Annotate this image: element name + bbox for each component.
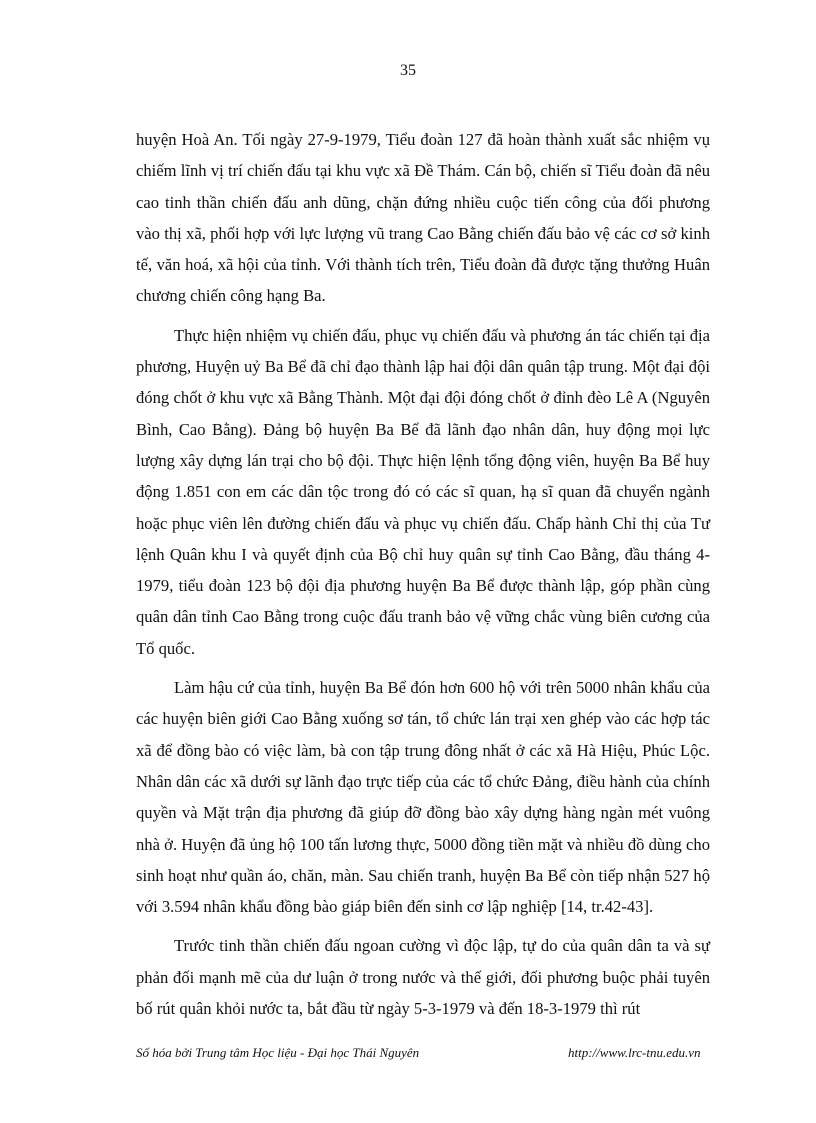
page-number: 35 [400,62,416,79]
footer-source-text: Số hóa bởi Trung tâm Học liệu - Đại học Thái Nguyên [136,1045,420,1060]
paragraph-1: huyện Hoà An. Tối ngày 27-9-1979, Tiểu đoàn 127 đã hoàn thành xuất sắc nhiệm vụ chiếm lĩnh vị trí chiến đấu tại khu vực xã Đề Thám. Cán bộ, chiến sĩ Tiểu đoàn đã nêu cao tinh thần chiến đấu anh dũng, chặn đứng nhiều cuộc tiến công của đối phương vào thị xã, phối hợp với lực lượng vũ trang Cao Bằng chiến đấu bảo vệ các cơ sở kinh tế, văn hoá, xã hội của tỉnh. Với thành tích trên, Tiểu đoàn đã được tặng thưởng Huân chương chiến công hạng Ba. [136,130,710,306]
paragraph-3: Làm hậu cứ của tỉnh, huyện Ba Bể đón hơn 600 hộ với trên 5000 nhân khẩu của các huyện biên giới Cao Bằng xuống sơ tán, tổ chức lán trại xen ghép vào các hợp tác xã để đồng bào có việc làm, bà con tập trung đông nhất ở các xã Hà Hiệu, Phúc Lộc. Nhân dân các xã dưới sự lãnh đạo trực tiếp của các tổ chức Đảng, điều hành của chính quyền và Mặt trận địa phương đã giúp đỡ đồng bào xây dựng hàng ngàn mét vuông nhà ở. Huyện đã ủng hộ 100 tấn lương thực, 5000 đồng tiền mặt và nhiều đồ dùng cho sinh hoạt như quần áo, chăn, màn. Sau chiến tranh, huyện Ba Bể còn tiếp nhận 527 hộ với 3.594 nhân khẩu đồng bào giáp biên đến sinh cơ lập nghiệp [14, tr.42-43]. [136,678,710,917]
paragraph-4: Trước tinh thần chiến đấu ngoan cường vì độc lập, tự do của quân dân ta và sự phản đối mạnh mẽ của dư luận ở trong nước và thế giới, đối phương buộc phải tuyên bố rút quân khỏi nước ta, bắt đầu từ ngày 5-3-1979 và đến 18-3-1979 thì rút [136,936,710,1019]
body-text [136,124,710,1032]
footer-url[interactable]: http://www.lrc-tnu.edu.vn [568,1045,701,1060]
paragraph-2: Thực hiện nhiệm vụ chiến đấu, phục vụ chiến đấu và phương án tác chiến tại địa phương, Huyện uỷ Ba Bể đã chỉ đạo thành lập hai đội dân quân tập trung. Một đại đội đóng chốt ở khu vực xã Bằng Thành. Một đại đội đóng chốt ở đỉnh đèo Lê A (Nguyên Bình, Cao Bằng). Đảng bộ huyện Ba Bể đã lãnh đạo nhân dân, huy động mọi lực lượng xây dựng lán trại cho bộ đội. Thực hiện lệnh tổng động viên, huyện Ba Bể huy động 1.851 con em các dân tộc trong đó có các sĩ quan, hạ sĩ quan đã chuyển ngành hoặc phục viên lên đường chiến đấu và phục vụ chiến đấu. Chấp hành Chỉ thị của Tư lệnh Quân khu I và quyết định của Bộ chỉ huy quân sự tỉnh Cao Bằng, đầu tháng 4-1979, tiểu đoàn 123 bộ đội địa phương huyện Ba Bể được thành lập, góp phần cùng quân dân tỉnh Cao Bằng trong cuộc đấu tranh bảo vệ vững chắc vùng biên cương của Tổ quốc. [136,325,710,658]
